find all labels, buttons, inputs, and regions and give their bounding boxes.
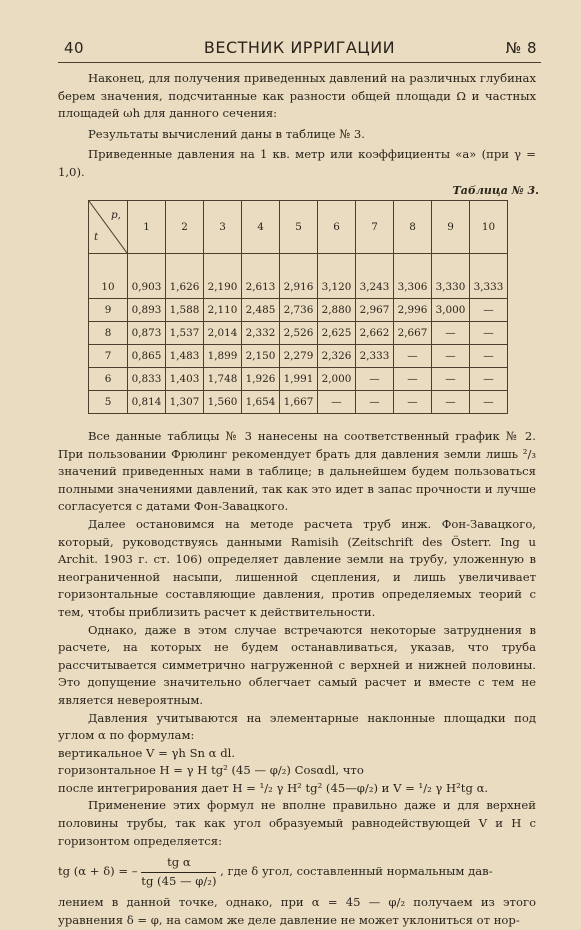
table-cell: 2,662 — [356, 322, 394, 345]
table-cell: 1,926 — [242, 368, 280, 391]
table-cell: 2,279 — [280, 345, 318, 368]
row-label: 8 — [89, 322, 128, 345]
table-cell: 1,403 — [166, 368, 204, 391]
table-cell: — — [470, 299, 508, 322]
table-cell: 0,814 — [128, 391, 166, 414]
table-cell: 1,626 — [166, 254, 204, 299]
table-cell: 2,333 — [356, 345, 394, 368]
paragraph: Приведенные давления на 1 кв. метр или коэффициенты «а» (при γ = 1,0). — [58, 147, 536, 179]
column-header: 4 — [242, 201, 280, 254]
column-header: 3 — [204, 201, 242, 254]
table-cell: 1,588 — [166, 299, 204, 322]
table-cell: 1,537 — [166, 322, 204, 345]
table-cell: 3,243 — [356, 254, 394, 299]
corner-label-p: p, — [111, 209, 121, 221]
table-cell: 2,190 — [204, 254, 242, 299]
table-cell: 0,903 — [128, 254, 166, 299]
table-cell: 2,326 — [318, 345, 356, 368]
table-cell: 3,000 — [432, 299, 470, 322]
table-row — [89, 254, 508, 299]
page-header — [58, 36, 541, 63]
table-cell: 2,000 — [318, 368, 356, 391]
table-cell: 1,654 — [242, 391, 280, 414]
table-cell: 2,485 — [242, 299, 280, 322]
paragraph: Однако, даже в этом случае встречаются некоторые затруднения в расчете, на которых не будем останавливаться, указав, что труба рассчитывается симметрично нагруженной с верхней и нижней половины. Это допущение значительно облегчает самый расчет и вместе с тем не является невероятным. — [58, 622, 536, 707]
table-cell: 2,736 — [280, 299, 318, 322]
issue-number: № 8 — [505, 39, 537, 57]
paragraph: Наконец, для получения приведенных давлений на различных глубинах берем значения, подсчитанные как разности общей площади Ω и частных площадей ωh для данного сечения: — [58, 71, 536, 121]
table-cell: 2,150 — [242, 345, 280, 368]
column-header: 6 — [318, 201, 356, 254]
column-header: 5 — [280, 201, 318, 254]
table-cell: — — [432, 391, 470, 414]
table-cell: 2,625 — [318, 322, 356, 345]
column-header: 10 — [470, 201, 508, 254]
table-cell: 2,996 — [394, 299, 432, 322]
table-cell: — — [356, 391, 394, 414]
table-cell: 0,873 — [128, 322, 166, 345]
table-cell: 3,333 — [470, 254, 508, 299]
table-cell: — — [432, 322, 470, 345]
table-cell: — — [470, 391, 508, 414]
table-cell: — — [432, 368, 470, 391]
table-cell: 1,899 — [204, 345, 242, 368]
table-cell: 1,667 — [280, 391, 318, 414]
column-header: 1 — [128, 201, 166, 254]
table-cell: 3,330 — [432, 254, 470, 299]
table-cell: 1,483 — [166, 345, 204, 368]
table-cell: — — [470, 345, 508, 368]
formula-vertical: вертикальное V = γh Sn α dl. — [58, 745, 236, 760]
table-cell: — — [394, 368, 432, 391]
paragraph: Применение этих формул не вполне правильно даже и для верхней половины трубы, так как угол образуемый равнодействующей V и H с горизонтом определяется: — [58, 798, 536, 848]
fraction-right: , где δ угол, составленный нормальным дав- — [220, 864, 493, 879]
table-cell: 2,014 — [204, 322, 242, 345]
paragraph: Все данные таблицы № 3 нанесены на соответственный график № 2. При пользовании Фрюлинг рекомендует брать для давления земли лишь ²/₃ значений приведенных нами в таблице; в дальнейшем будем пользоваться полными значениями давлений, так как это идет в запас прочности и лучше согласуется с датами Фон-Завацкого. — [58, 429, 536, 514]
row-label: 6 — [89, 368, 128, 391]
fraction-numerator: tg α — [141, 854, 216, 873]
table-cell: 2,613 — [242, 254, 280, 299]
table-cell: 3,120 — [318, 254, 356, 299]
table-cell: — — [470, 322, 508, 345]
column-header: 9 — [432, 201, 470, 254]
table-cell: 1,748 — [204, 368, 242, 391]
table-cell: 0,865 — [128, 345, 166, 368]
table-cell: 2,332 — [242, 322, 280, 345]
table-cell: — — [432, 345, 470, 368]
paragraph: Далее остановимся на методе расчета труб инж. Фон-Завацкого, который, руководствуясь данными Ramisih (Zeitschrift des Österr. Ing u Archit. 1903 г. ст. 106) определяет давление земли на трубу, уложенную в неограниченной насыпи, лишенной сцепления, и лишь увеличивает горизонтальные составляющие давления, против определяемых теорий с тем, чтобы приблизить расчет к действительности. — [58, 516, 536, 619]
main-text — [58, 428, 536, 930]
intro-text — [58, 70, 536, 182]
table-row — [89, 368, 508, 391]
column-header: 2 — [166, 201, 204, 254]
table-cell: — — [394, 345, 432, 368]
table-cell: 1,991 — [280, 368, 318, 391]
table-cell: 2,916 — [280, 254, 318, 299]
formula-integrated: после интегрирования дает H = ¹/₂ γ H² tg² (45—φ/₂) и V = ¹/₂ γ H²tg α. — [58, 780, 489, 795]
row-label: 5 — [89, 391, 128, 414]
table-row — [89, 345, 508, 368]
page-number: 40 — [64, 39, 85, 57]
fraction — [141, 854, 216, 890]
table-cell: 0,893 — [128, 299, 166, 322]
table-cell: — — [470, 368, 508, 391]
table-cell: 2,110 — [204, 299, 242, 322]
table-cell: — — [318, 391, 356, 414]
pressure-table — [88, 200, 508, 414]
column-header: 8 — [394, 201, 432, 254]
table-cell: 1,560 — [204, 391, 242, 414]
paragraph: Результаты вычислений даны в таблице № 3. — [88, 126, 365, 141]
fraction-denominator: tg (45 — φ/₂) — [141, 873, 217, 888]
row-label: 10 — [89, 254, 128, 299]
table-cell: — — [394, 391, 432, 414]
table-cell: 2,667 — [394, 322, 432, 345]
table-row — [89, 322, 508, 345]
table-caption: Таблица № 3. — [452, 184, 539, 197]
row-label: 9 — [89, 299, 128, 322]
table-cell: 0,833 — [128, 368, 166, 391]
formula-fraction — [58, 854, 536, 890]
row-label: 7 — [89, 345, 128, 368]
journal-title: ВЕСТНИК ИРРИГАЦИИ — [203, 38, 396, 57]
corner-label-t: t — [94, 231, 99, 243]
table-cell: 2,526 — [280, 322, 318, 345]
table-cell: — — [356, 368, 394, 391]
diagonal-line — [89, 201, 127, 253]
paragraph: Давления учитываются на элементарные наклонные площадки под углом α по формулам: — [58, 710, 536, 743]
table-header-row — [89, 201, 508, 254]
table-cell: 2,967 — [356, 299, 394, 322]
paragraph: лением в данной точке, однако, при α = 45 — φ/₂ получаем из этого уравнения δ = φ, на самом же деле давление не может уклониться от нор- — [58, 895, 536, 928]
table-row — [89, 391, 508, 414]
table-corner-cell — [89, 201, 128, 254]
table-cell: 3,306 — [394, 254, 432, 299]
formula-horizontal: горизонтальное H = γ H tg² (45 — φ/₂) Cosαdl, что — [58, 763, 364, 778]
table-cell: 2,880 — [318, 299, 356, 322]
table-cell: 1,307 — [166, 391, 204, 414]
column-header: 7 — [356, 201, 394, 254]
fraction-left: tg (α + δ) = – — [58, 864, 138, 879]
table-row — [89, 299, 508, 322]
